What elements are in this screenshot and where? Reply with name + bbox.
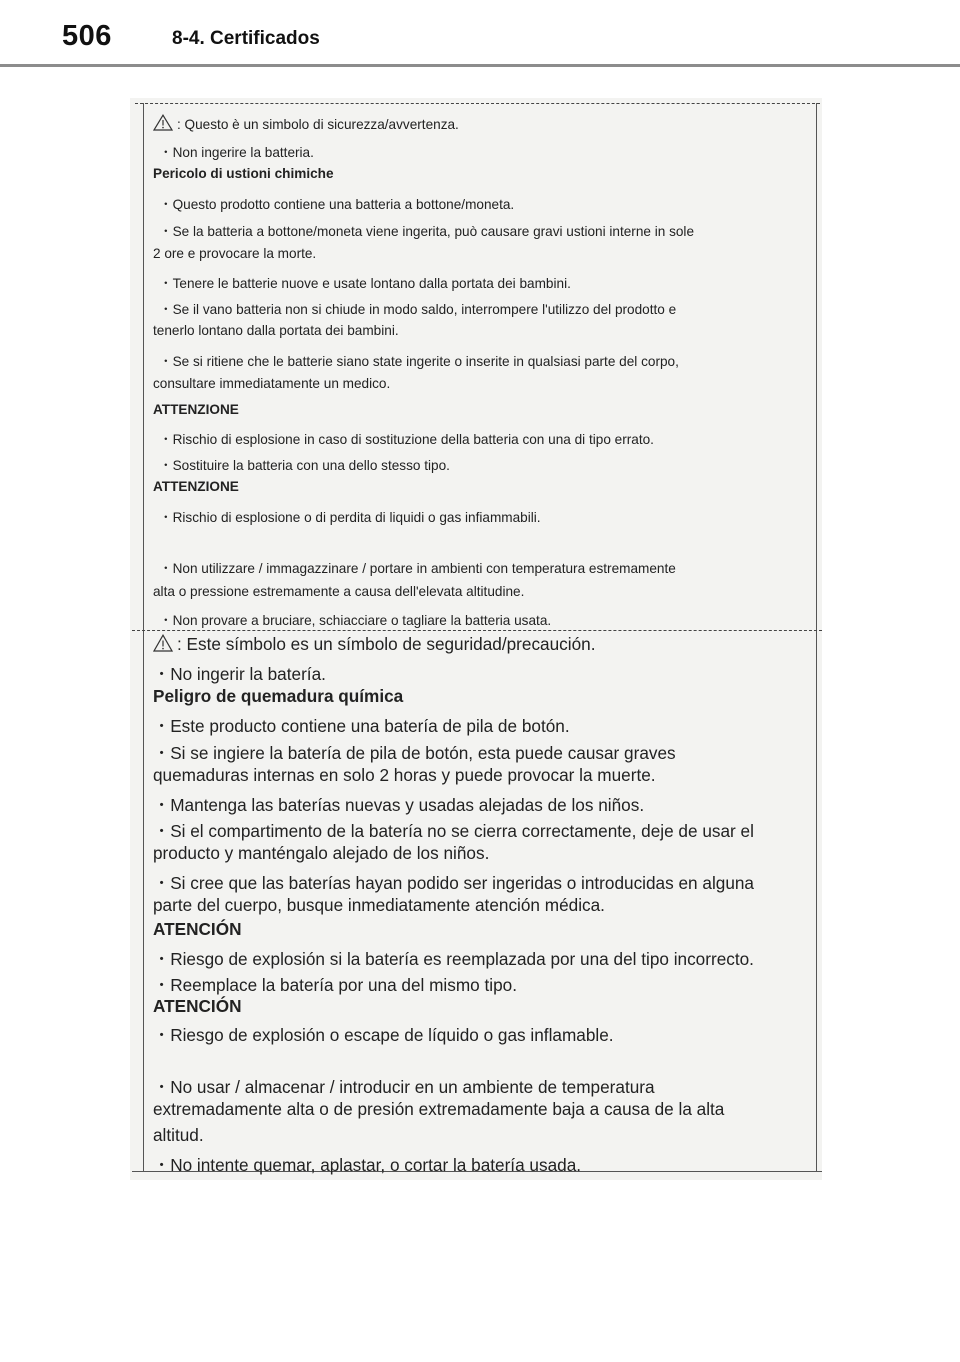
header-rule — [0, 64, 960, 67]
italian-caution-2: ATTENZIONE — [153, 479, 239, 494]
spanish-caution-1: ATENCIÓN — [153, 919, 242, 939]
page-number: 506 — [62, 20, 112, 52]
spanish-chem-heading: Peligro de quemadura química — [153, 686, 404, 706]
italian-swallowed-2: 2 ore e provocare la morte. — [153, 246, 317, 261]
italian-do-not-ingest: ・Non ingerire la batteria. — [159, 145, 314, 160]
spanish-symbol-note-text: : Este símbolo es un símbolo de seguridad/precaución. — [177, 634, 596, 654]
italian-swallowed-1: ・Se la batteria a bottone/moneta viene ingerita, può causare gravi ustioni interne in sole — [159, 224, 695, 239]
spanish-environment-1: ・No usar / almacenar / introducir en un ambiente de temperatura — [153, 1077, 655, 1097]
italian-medical-1: ・Se si ritiene che le batterie siano state ingerite o inserite in qualsiasi parte del corpo, — [159, 354, 679, 369]
italian-medical-2: consultare immediatamente un medico. — [153, 376, 391, 391]
section-title: 8-4. Certificados — [172, 28, 320, 49]
spanish-explosion-wrong-type: ・Riesgo de explosión si la batería es reemplazada por una del tipo incorrecto. — [153, 949, 754, 969]
scan-border-left — [143, 103, 144, 1171]
spanish-environment-3: altitud. — [153, 1125, 204, 1145]
warning-triangle-icon — [153, 634, 173, 652]
italian-compartment-1: ・Se il vano batteria non si chiude in modo saldo, interrompere l'utilizzo del prodotto e — [159, 302, 677, 317]
spanish-contains: ・Este producto contiene una batería de pila de botón. — [153, 716, 570, 736]
italian-environment-2: alta o pressione estremamente a causa dell'elevata altitudine. — [153, 584, 525, 599]
italian-environment-1: ・Non utilizzare / immagazzinare / portare in ambienti con temperatura estremamente — [159, 561, 676, 576]
spanish-symbol-note — [153, 634, 595, 655]
italian-symbol-note — [153, 114, 459, 132]
italian-keep-away: ・Tenere le batterie nuove e usate lontano dalla portata dei bambini. — [159, 276, 571, 291]
italian-compartment-2: tenerlo lontano dalla portata dei bambini. — [153, 323, 399, 338]
spanish-caution-2: ATENCIÓN — [153, 996, 242, 1016]
spanish-do-not-ingest: ・No ingerir la batería. — [153, 664, 326, 684]
spanish-environment-2: extremadamente alta o de presión extremadamente baja a causa de la alta — [153, 1099, 725, 1119]
spanish-explosion-leak: ・Riesgo de explosión o escape de líquido o gas inflamable. — [153, 1025, 614, 1045]
italian-contains: ・Questo prodotto contiene una batteria a bottone/moneta. — [159, 197, 515, 212]
spanish-compartment-2: producto y manténgalo alejado de los niños. — [153, 843, 490, 863]
scan-border-right — [816, 103, 817, 1171]
spanish-no-burn: ・No intente quemar, aplastar, o cortar la batería usada. — [153, 1155, 582, 1175]
italian-chem-heading: Pericolo di ustioni chimiche — [153, 166, 334, 181]
italian-symbol-note-text: : Questo è un simbolo di sicurezza/avvertenza. — [177, 117, 459, 132]
spanish-swallowed-1: ・Si se ingiere la batería de pila de botón, esta puede causar graves — [153, 743, 676, 763]
warning-triangle-icon — [153, 114, 173, 131]
spanish-medical-2: parte del cuerpo, busque inmediatamente atención médica. — [153, 895, 605, 915]
language-divider — [132, 630, 822, 631]
spanish-compartment-1: ・Si el compartimento de la batería no se cierra correctamente, deje de usar el — [153, 821, 754, 841]
italian-no-burn: ・Non provare a bruciare, schiacciare o tagliare la batteria usata. — [159, 613, 552, 628]
spanish-swallowed-2: quemaduras internas en solo 2 horas y puede provocar la muerte. — [153, 765, 656, 785]
spanish-keep-away: ・Mantenga las baterías nuevas y usadas alejadas de los niños. — [153, 795, 645, 815]
scan-border-top — [135, 103, 820, 104]
spanish-medical-1: ・Si cree que las baterías hayan podido ser ingeridas o introducidas en alguna — [153, 873, 754, 893]
italian-explosion-wrong-type: ・Rischio di esplosione in caso di sostituzione della batteria con una di tipo errato. — [159, 432, 654, 447]
spanish-replace-same: ・Reemplace la batería por una del mismo tipo. — [153, 975, 517, 995]
italian-replace-same: ・Sostituire la batteria con una dello stesso tipo. — [159, 458, 450, 473]
italian-caution-1: ATTENZIONE — [153, 402, 239, 417]
page-header — [0, 0, 960, 68]
italian-explosion-leak: ・Rischio di esplosione o di perdita di liquidi o gas infiammabili. — [159, 510, 541, 525]
